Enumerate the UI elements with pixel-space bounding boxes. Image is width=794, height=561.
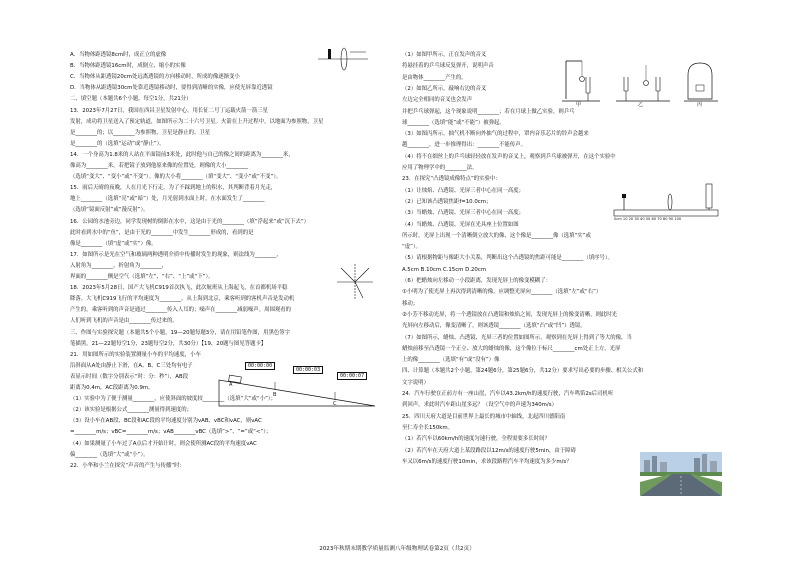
text-line: （5）请根据物距与像距大小关系，判断出这个凸透镜的焦距可能是________（填序号）。 <box>402 255 613 262</box>
text-line: =________m/s；vBC=________m/s；vAB________vBC（选填“>”、“=”或“<”）； <box>70 429 272 436</box>
text-line: 14．一个身高为1.8米的人站在平面镜前3米处，此时他与自己的像之间的距离为________米， <box>70 151 294 158</box>
text-line: 23．在探究“凸透镜成像特点”的实验中： <box>402 176 501 183</box>
optical-bench-figure <box>612 178 722 224</box>
text-line: C．当物体从距透镜20cm处远离透镜的方向移动时，所成的像逐渐变小 <box>70 74 240 81</box>
text-line: 15．雨后天晴的夜晚，人在月光下行走，为了不踩到地上的积水，其判断背着月光走， <box>70 185 277 192</box>
text-line: 13．2023年7月27日，我国在西昌卫星发射中心，用长征二号丁运载火箭一箭三星 <box>70 107 268 114</box>
text-line: （3）如图丙所示，抽气机不断向外抽气的过程中，罩内音乐芯片的铃声会越来 <box>402 131 589 138</box>
text-line: 21．用如图所示的实验装置测量小车的平均速度，小车 <box>70 351 201 358</box>
text-line: 距离为0.4m，AC段距离为0.9m。 <box>70 385 154 391</box>
road-photo <box>640 452 722 496</box>
text-line: ②小芳不移动光屏，将一个透镜放在凸透镜和烛焰之间，发现光屏上的像变清晰，则此时光 <box>402 311 618 318</box>
label-c: C <box>333 401 337 407</box>
text-line: 蜡烛前移至凸透镜一个正立、放大的蜡烛的像，这个像位于标尺________cm处正上方，光屏 <box>402 345 621 352</box>
text-line: 是________的；以________为参照物，卫星是静止的。卫星 <box>70 129 211 136</box>
text-line: （3）设小车在AB段、BC段和AC段的平均速度分别为vAB、vBC和vAC，则vAC <box>70 418 262 425</box>
timer-a: 00:00:00 <box>245 362 275 370</box>
text-line: D．当物体从距透镜30cm处靠近透镜移动时，要得到清晰的实像，应使光屏靠近透镜 <box>70 85 273 92</box>
label-b: B <box>273 392 277 398</box>
incline-figure <box>215 362 380 410</box>
timer-c: 00:00:07 <box>337 372 367 380</box>
text-line: 18．2023年5月28日，国产大飞机C919首次执飞，此次航班从上海起飞，在首都机场平稳 <box>70 285 288 292</box>
fork-label-yi: 乙 <box>638 102 644 108</box>
text-line: 到回声，求此时汽车距山崖多远？（设空气中的声速为340m/s） <box>402 402 557 409</box>
text-line: 文字说明） <box>402 379 429 386</box>
text-line: （1）如图甲所示，正在发声的音叉 <box>402 52 487 58</box>
text-line: 光屏向左移动后，像变清晰了，则该透镜________（选填“凸”或“凹”）透镜。 <box>402 323 586 330</box>
text-line: （选填“镜面反射”或“漫反射”）。 <box>70 207 149 214</box>
text-line: 上的像________（选填“有”或“没有”）像 <box>402 357 500 364</box>
text-line: ①小明为了使光屏上再次得到清晰的像，应调整光屏向________（选填“左”或“右”） <box>402 289 602 296</box>
text-line: 人们听到飞机的声音是由________传过来的。 <box>70 318 178 325</box>
text-line: 表显示时间（数字分别表示“时：分：秒”），AB段 <box>70 373 189 380</box>
text-line: （选填“变大”、“变小”或“不变”）。像的大小将________（填“变大”、“变小”或“不变”）。 <box>70 174 282 181</box>
text-line: 车又以6m/s的速度行驶10min，求该段路程汽车平均速度为多少m/s？ <box>402 458 572 465</box>
text-line: 24．汽车行驶在正前方有一座山崖，汽车以43.2km/h的速度行驶，汽车鸣笛2s后司机听 <box>402 391 614 397</box>
tuning-fork-figure <box>560 55 720 107</box>
text-line: 左边完全相同的音叉也会发声 <box>402 97 473 104</box>
fork-label-jia: 甲 <box>576 102 582 108</box>
text-line: （4）当蜡烛、凸透镜、光屏在光具座上位置如图 <box>402 221 519 228</box>
refraction-figure <box>335 262 375 302</box>
text-line: （3）当蜡烛、凸透镜、光屏三者中心在同一高度； <box>402 210 525 217</box>
text-line: （1）若汽车以60km/h的速度匀速行驶，全程需要多长时间？ <box>402 436 550 443</box>
text-line: （2）若汽车在天府大道上某段路段以12m/s的速度行驶5min，由于障碍 <box>402 447 576 454</box>
page-footer: 2023年秋期末期教学质量监测八年级物理试卷第2页（共2页） <box>319 546 475 552</box>
text-line: 是________的（选填“运动”或“静止”）。 <box>70 140 165 147</box>
text-line: （2）已知该凸透镜焦距f=10.0cm； <box>402 198 492 205</box>
text-line: 22．小华和小兰在探究“声音的产生与传播”时： <box>70 462 185 469</box>
text-line: 偏________（选填“大”或“小”）。 <box>70 451 149 458</box>
text-line: 像是________（填“虚”或“实”）像。 <box>70 240 157 247</box>
text-line: 至仁寿全长150km。 <box>402 424 454 431</box>
text-line: 沿斜面从A处由静止下滑，在A、B、C三处均有电子 <box>70 362 193 369</box>
fork-label-bing: 丙 <box>697 102 703 108</box>
text-line: 25．四川天府大道是目前世界上最长的城市中轴线，北起四川德阳南 <box>402 413 566 420</box>
text-line: （4）如果测量了小车过了A点后才开始计时，则会使所测AC段的平均速度vAC <box>70 440 257 447</box>
text-line: （4）将不在细丝上的乒乓球轻轻放在发声的音叉上，观察到乒乓球被弹开，在这个实验中 <box>402 153 616 160</box>
text-line: 16．公园的水池旁边，同学发现树的倒影在水中，这是由于光的________（填“浮起来”或“沉下去”） <box>70 218 310 225</box>
text-line: 二、填空题（本题共6个小题，每空1分，共21分） <box>70 96 192 103</box>
text-line: 三、作图与实验探究题（本题共5个小题，19—20题每题3分，请在用铅笔作图，用黑色签字 <box>70 329 291 336</box>
text-line: 产生的，乘客听到的声音是通过________传入人耳的；噪声在________减弱噪声。周围观看的 <box>70 307 292 314</box>
text-line: 四、计算题（本题共2个小题，第24题6分，第25题6分，共12分）要求写出必要的步骤、相关公式和 <box>402 368 644 375</box>
text-line: 所示时，光屏上出现一个清晰倒立放大的像，这个像是________像（选填“实”或 <box>402 232 591 239</box>
text-line: 17．如图所示是光在空气和玻璃两种透明介质中传播时发生的现象，则法线为________， <box>70 251 282 258</box>
text-line: 移动； <box>402 300 419 307</box>
text-line: （2）如图乙所示，敲响右边的音叉 <box>402 85 487 92</box>
bench-scale: 0cm 10 20 30 40 50 60 70 80 90 100 <box>614 217 682 221</box>
text-line: （1）让烛焰、凸透镜、光屏三者中心在同一高度； <box>402 187 525 194</box>
text-line: 应用了物理学中的________法。 <box>402 165 478 171</box>
text-line: 地上________（选填“亮”或“暗”）处，月光射到水面上时，在水面发生了________ <box>70 196 265 203</box>
text-line: 是由物体________产生的。 <box>402 74 467 81</box>
text-line: 并把乒乓球弹起，这个现象说明________；若在月球上做乙实验，则乒乓 <box>402 108 575 115</box>
text-line: 越________，进一步推理得出：________不能传声。 <box>402 142 526 149</box>
text-line: 入射角为________，折射角为________， <box>70 262 168 269</box>
timer-b: 00:00:03 <box>293 366 323 374</box>
text-line: A．当物体距透镜8cm时，成正立的虚像 <box>70 52 167 58</box>
text-line: A.5cm B.10cm C.15cm D.20cm <box>402 266 487 273</box>
text-line: 像高为________米。若把镜子放到他原来像的位置处，则像的大小________ <box>70 163 248 169</box>
text-line: （6）把蜡烛向左移动一小段距离，发现光屏上的像变模糊了： <box>402 278 551 284</box>
text-line: （1）实验中为了便于测量________，应使斜面的坡度较________（选填“大”或“小”）； <box>70 396 276 403</box>
text-line: 笔描黑。21—22题每空1分，23题每空2分，共30分）【19、20题与图见答题卡】 <box>70 340 267 347</box>
text-line: 球________（选填“能”或“不能”）被弹起。 <box>402 119 505 126</box>
text-line: 界面的________侧是空气（选填“左”、“右”、“上”或“下”）。 <box>70 274 214 280</box>
text-line: “虚”）。 <box>402 244 422 251</box>
text-line: （7）如图所示，蜡烛、凸透镜、光屏三者的位置如图所示，观察到在光屏上得到了等大的像，当 <box>402 334 632 341</box>
text-line: 将悬挂着的乒乓球反复弹开，说明声音 <box>402 63 494 70</box>
text-line: 发射，成功将卫星送入了预定轨道，如图所示为二十六号卫星。火箭在上升过程中，以地面为参照物，卫星 <box>70 118 324 125</box>
text-line: 此时看到水中的“鱼”，是由于光的________中发生________形成的，看到的是 <box>70 229 254 236</box>
text-line: （2）该实验是根据公式________测量得到速度的； <box>70 407 193 414</box>
lens-figure <box>318 44 368 72</box>
text-line: B．当物体距透镜16cm时，成倒立、缩小的实像 <box>70 63 186 70</box>
text-line: 降落。大飞机C919飞行的平均速度为________，从上海到北京，乘客听到的客机声音是发动机 <box>70 296 295 303</box>
label-a: A <box>229 382 233 388</box>
